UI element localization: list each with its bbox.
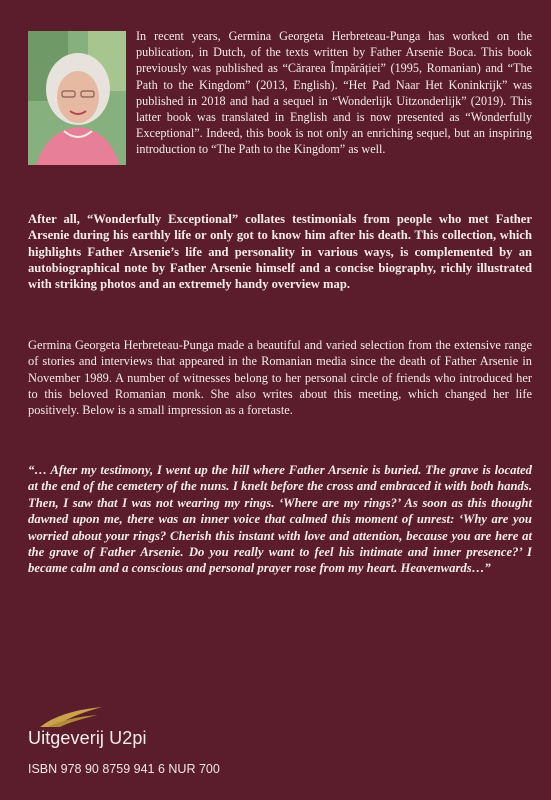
publisher-name: Uitgeverij U2pi xyxy=(28,728,147,748)
intro-paragraph: In recent years, Germina Georgeta Herbreteau-Punga has worked on the publication, in Dutch, of the texts written by Father Arsenie Boca. This book previously was published as “Cărarea Împărăției” (1995, Romanian) and “The Path to the Kingdom” (2013, English). “Het Pad Naar Het Koninkrijk” was published in 2018 and had a sequel in “Wonderlijk Uitzonderlijk” (2019). This latter book was translated in English and is now presented as “Wonderfully Exceptional”. Indeed, this book is not only an enriching sequel, but an inspiring introduction to “The Path to the Kingdom” as well. xyxy=(136,29,532,157)
author-photo xyxy=(28,31,126,165)
selection-paragraph: Germina Georgeta Herbreteau-Punga made a beautiful and varied selection from the extensive range of stories and interviews that appeared in the Romanian media since the death of Father Arsenie in November 1989. A number of witnesses belong to her personal circle of friends who introduced her to this beloved Romanian monk. She also writes about this meeting, which changed her life positively. Below is a small impression as a foretaste. xyxy=(28,338,532,418)
quote-paragraph: “… After my testimony, I went up the hill where Father Arsenie is buried. The grave is located at the end of the cemetery of the nuns. I knelt before the cross and embraced it with both hands. Then, I saw that I was not wearing my rings. ‘Where are my rings?’ As soon as this thought dawned upon me, there was an inner voice that calmed this moment of unrest: ‘Why are you worried about your rings? Cherish this instant with love and attention, because you are here at the grave of Father Arsenie. Do you really want to feel his intimate and inner presence?’ I became calm and a conscious and personal prayer rose from my heart. Heavenwards…” xyxy=(28,463,532,576)
summary-paragraph: After all, “Wonderfully Exceptional” collates testimonials from people who met Father Arsenie during his earthly life or only got to know him after his death. This collection, which highlights Father Arsenie’s life and personality in various ways, is complemented by an autobiographical note by Father Arsenie himself and a concise biography, richly illustrated with striking photos and an extremely handy overview map. xyxy=(28,212,532,292)
golden-wings-logo-icon xyxy=(38,705,104,729)
isbn-line: ISBN 978 90 8759 941 6 NUR 700 xyxy=(28,762,220,776)
